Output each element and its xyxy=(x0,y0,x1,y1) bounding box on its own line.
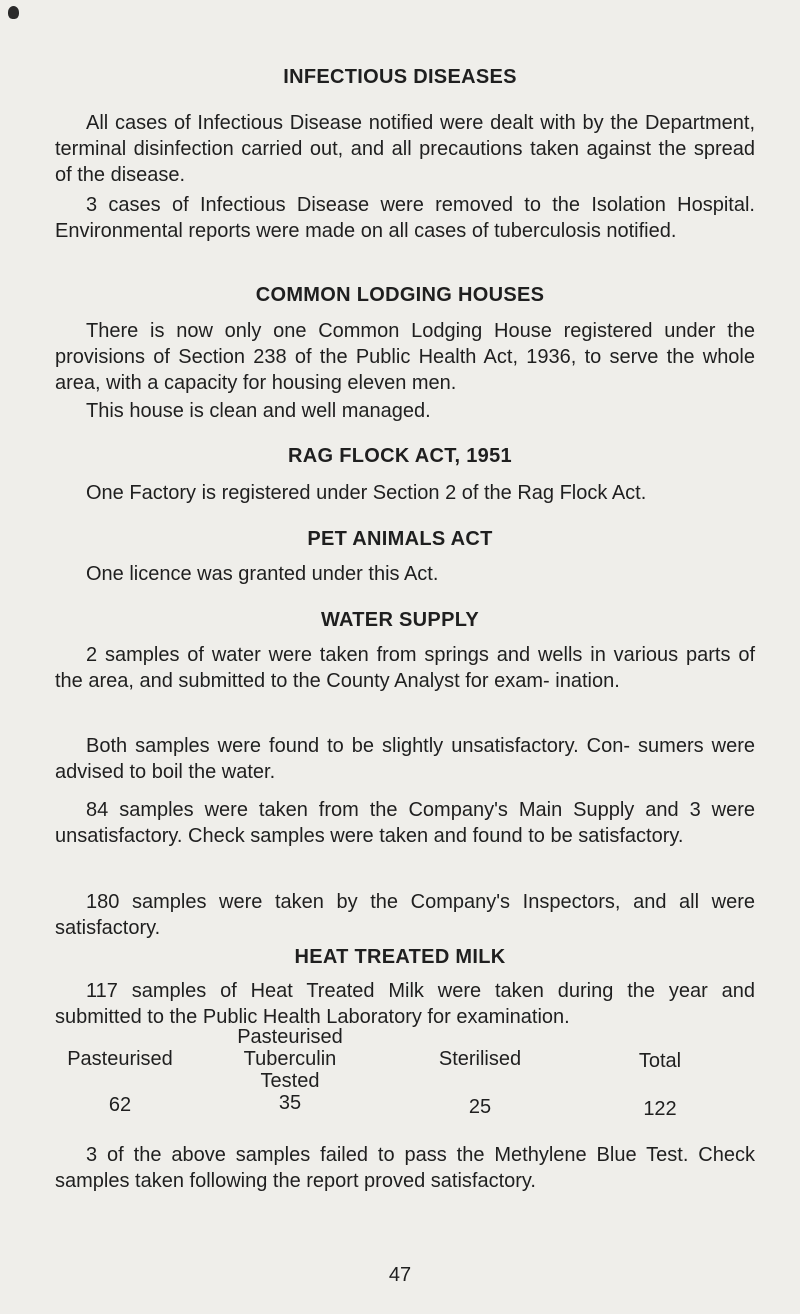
water-paragraph-3: 84 samples were taken from the Company's Main Supply and 3 were unsatisfactory. Check samples were taken and found to be satisfactory. xyxy=(55,799,755,847)
milk-paragraph-2: 3 of the above samples failed to pass the Methylene Blue Test. Check samples taken following the report proved satisfactory. xyxy=(55,1144,755,1192)
header-line-3: Tested xyxy=(260,1070,320,1092)
header-line-1: Pasteurised xyxy=(237,1026,343,1048)
table-value-total: 122 xyxy=(643,1098,677,1120)
lodging-paragraph-1: There is now only one Common Lodging House registered under the provisions of Section 238 of the Public Health Act, 1936, to serve the whole area, with a capacity for housing eleven men. xyxy=(55,320,755,394)
page-number: 47 xyxy=(388,1264,412,1286)
table-header-pasteurised-tuberculin-tested xyxy=(200,1026,380,1092)
water-paragraph-1: 2 samples of water were taken from springs and wells in various parts of the area, and submitted to the County Analyst for exam- ination. xyxy=(55,644,755,692)
table-header-total: Total xyxy=(638,1050,682,1072)
header-line-2: Tuberculin xyxy=(243,1048,337,1070)
water-paragraph-4: 180 samples were taken by the Company's Inspectors, and all were satisfactory. xyxy=(55,891,755,939)
milk-paragraph-1: 117 samples of Heat Treated Milk were taken during the year and submitted to the Public Health Laboratory for examination. xyxy=(55,980,755,1028)
table-header-sterilised: Sterilised xyxy=(438,1048,522,1070)
infectious-paragraph-2: 3 cases of Infectious Disease were removed to the Isolation Hospital. Environmental reports were made on all cases of tuberculosis notified. xyxy=(55,194,755,242)
heading-common-lodging-houses: COMMON LODGING HOUSES xyxy=(255,284,545,306)
table-header-pasteurised: Pasteurised xyxy=(67,1048,173,1070)
infectious-paragraph-1: All cases of Infectious Disease notified were dealt with by the Department, terminal disinfection carried out, and all precautions taken against the spread of the disease. xyxy=(55,112,755,186)
water-paragraph-2: Both samples were found to be slightly unsatisfactory. Con- sumers were advised to boil the water. xyxy=(55,735,755,783)
table-value-pasteurised-tt: 35 xyxy=(278,1092,302,1114)
table-value-sterilised: 25 xyxy=(468,1096,492,1118)
heading-rag-flock-act: RAG FLOCK ACT, 1951 xyxy=(288,445,512,467)
heading-infectious-diseases: INFECTIOUS DISEASES xyxy=(283,66,517,88)
heading-heat-treated-milk: HEAT TREATED MILK xyxy=(294,946,506,968)
pet-paragraph-1: One licence was granted under this Act. xyxy=(86,563,439,585)
table-value-pasteurised: 62 xyxy=(108,1094,132,1116)
lodging-paragraph-2: This house is clean and well managed. xyxy=(86,400,431,422)
heading-pet-animals-act: PET ANIMALS ACT xyxy=(307,528,493,550)
heading-water-supply: WATER SUPPLY xyxy=(320,609,480,631)
corner-ink-mark xyxy=(8,6,19,19)
rag-paragraph-1: One Factory is registered under Section 2 of the Rag Flock Act. xyxy=(86,482,647,504)
